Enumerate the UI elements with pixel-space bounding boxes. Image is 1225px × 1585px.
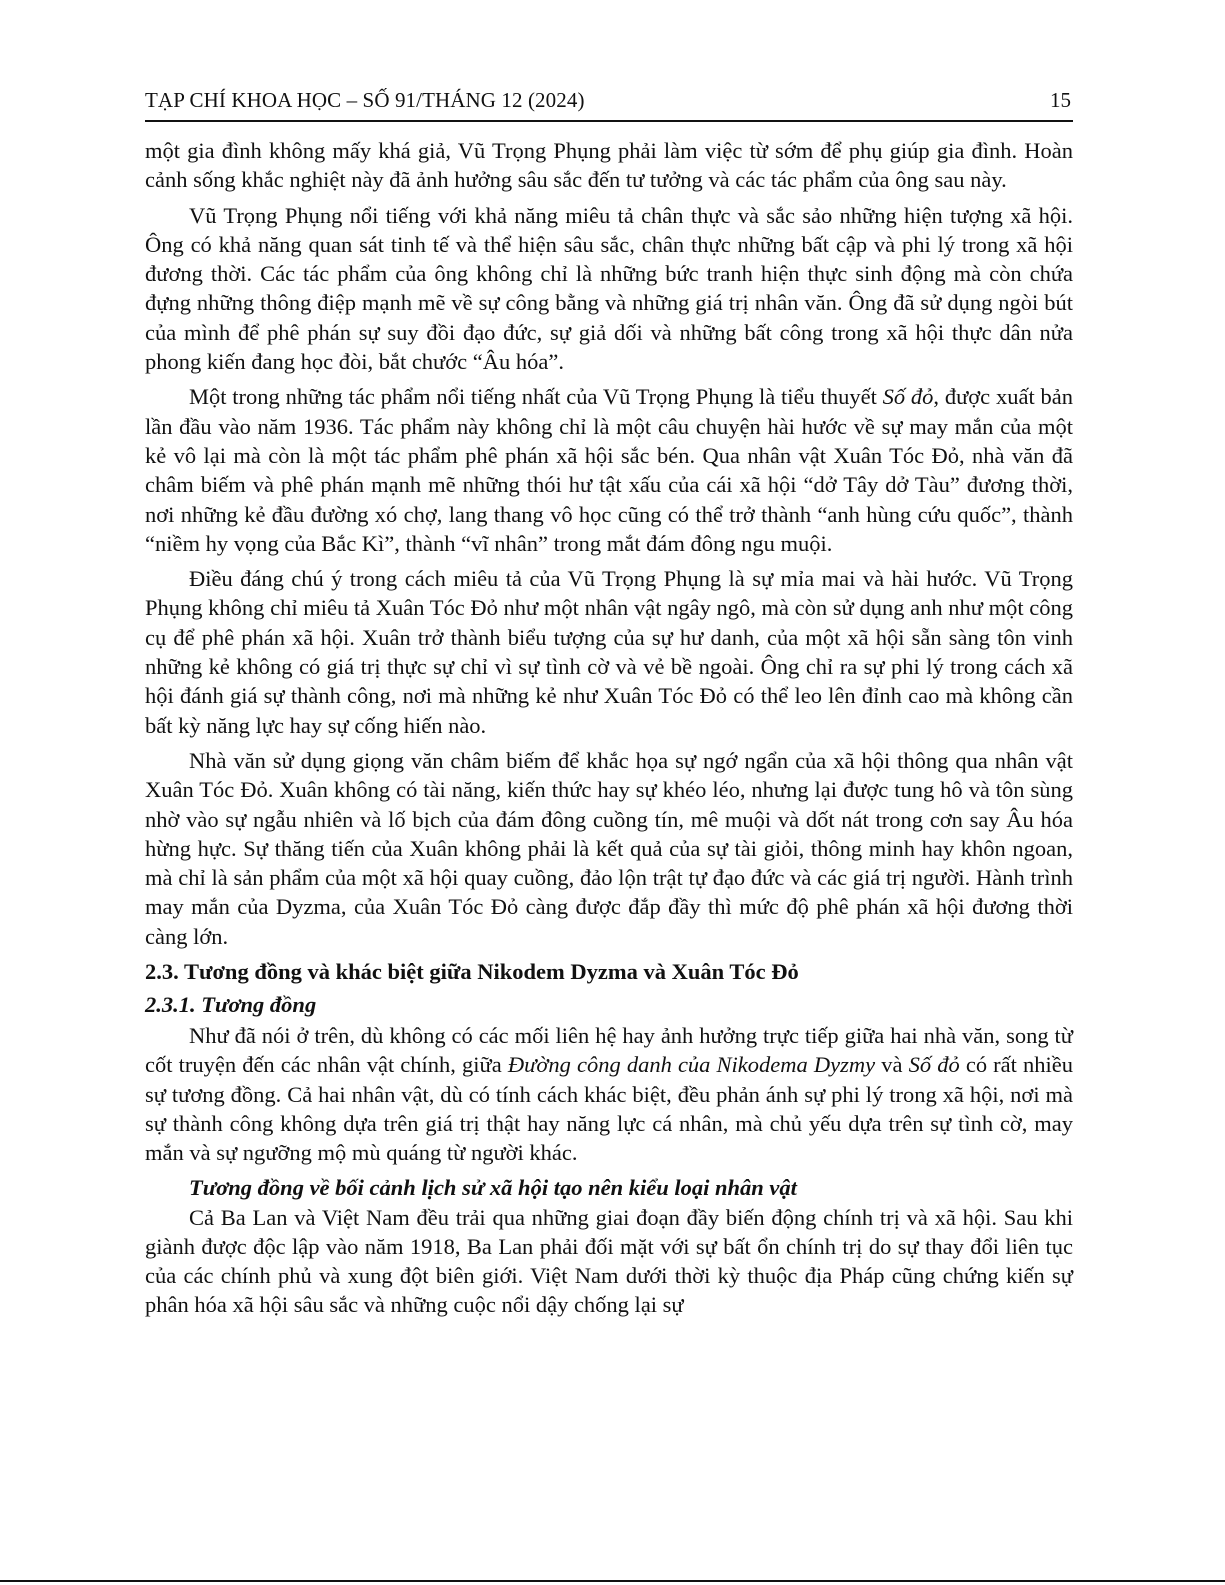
paragraph: Một trong những tác phẩm nổi tiếng nhất của Vũ Trọng Phụng là tiểu thuyết Số đỏ, được xuất bản lần đầu vào năm 1936. Tác phẩm này không chỉ là một câu chuyện hài hước về sự may mắn của một kẻ vô lại mà còn là một tác phẩm phê phán xã hội sắc bén. Qua nhân vật Xuân Tóc Đỏ, nhà văn đã châm biếm và phê phán mạnh mẽ những thói hư tật xấu của cái xã hội “dở Tây dở Tàu” đương thời, nơi những kẻ đầu đường xó chợ, lang thang vô học cũng có thể trở thành “anh hùng cứu quốc”, thành “niềm hy vọng của Bắc Kì”, thành “vĩ nhân” trong mắt đám đông ngu muội.: [145, 384, 1073, 556]
page-number: 15: [1050, 88, 1071, 112]
paragraph: Cả Ba Lan và Việt Nam đều trải qua những giai đoạn đầy biến động chính trị và xã hội. Sau khi giành được độc lập vào năm 1918, Ba Lan phải đối mặt với sự bất ổn chính trị do sự thay đổi liên tục của các chính phủ và xung đột biên giới. Việt Nam dưới thời kỳ thuộc địa Pháp cũng chứng kiến sự phân hóa xã hội sâu sắc và những cuộc nổi dậy chống lại sự: [145, 1204, 1073, 1318]
article-body: [145, 136, 1073, 1320]
bottom-divider: [0, 1580, 1225, 1582]
paragraph: Vũ Trọng Phụng nổi tiếng với khả năng miêu tả chân thực và sắc sảo những hiện tượng xã hội. Ông có khả năng quan sát tinh tế và thể hiện sâu sắc, chân thực những bất cập và phi lý trong xã hội đương thời. Các tác phẩm của ông không chỉ là những bức tranh hiện thực sinh động mà còn chứa đựng những thông điệp mạnh mẽ về sự công bằng và những giá trị nhân văn. Ông đã sử dụng ngòi bút của mình để phê phán sự suy đồi đạo đức, sự giả dối và những bất công trong xã hội thực dân nửa phong kiến đang học đòi, bắt chước “Âu hóa”.: [145, 202, 1073, 375]
topic-heading: Tương đồng về bối cảnh lịch sử xã hội tạo nên kiểu loại nhân vật: [189, 1174, 797, 1200]
running-header: [145, 86, 1073, 122]
work-title: Đường công danh của Nikodema Dyzmy: [507, 1052, 876, 1078]
paragraph: Như đã nói ở trên, dù không có các mối liên hệ hay ảnh hưởng trực tiếp giữa hai nhà văn, song từ cốt truyện đến các nhân vật chính, giữa Đường công danh của Nikodema Dyzmy và Số đỏ có rất nhiều sự tương đồng. Cả hai nhân vật, dù có tính cách khác biệt, đều phản ánh sự phi lý trong xã hội, nơi mà sự thành công không dựa trên giá trị thật hay năng lực cá nhân, mà chủ yếu dựa trên sự tình cờ, may mắn và sự ngưỡng mộ mù quáng từ người khác.: [145, 1023, 1074, 1166]
paragraph: một gia đình không mấy khá giả, Vũ Trọng Phụng phải làm việc từ sớm để phụ giúp gia đình. Hoàn cảnh sống khắc nghiệt này đã ảnh hưởng sâu sắc đến tư tưởng và các tác phẩm của ông sau này.: [145, 138, 1073, 193]
section-heading: 2.3. Tương đồng và khác biệt giữa Nikodem Dyzma và Xuân Tóc Đỏ: [145, 959, 799, 985]
work-title: Số đỏ: [882, 384, 934, 410]
journal-title: TẠP CHÍ KHOA HỌC – SỐ 91/THÁNG 12 (2024): [145, 88, 585, 112]
paragraph: Nhà văn sử dụng giọng văn châm biếm để khắc họa sự ngớ ngẩn của xã hội thông qua nhân vật Xuân Tóc Đỏ. Xuân không có tài năng, kiến thức hay sự khéo léo, nhưng lại được tung hô và tôn sùng nhờ vào sự ngẫu nhiên và lố bịch của đám đông cuồng tín, mê muội và dốt nát trong cơn say Âu hóa hừng hực. Sự thăng tiến của Xuân không phải là kết quả của sự tài giỏi, thông minh hay khôn ngoan, mà chỉ là sản phẩm của một xã hội quay cuồng, đảo lộn trật tự đạo đức và các giá trị người. Hành trình may mắn của Dyzma, của Xuân Tóc Đỏ càng được đắp đầy thì mức độ phê phán xã hội đương thời càng lớn.: [145, 747, 1073, 949]
work-title: Số đỏ: [908, 1052, 960, 1078]
paragraph: Điều đáng chú ý trong cách miêu tả của Vũ Trọng Phụng là sự mỉa mai và hài hước. Vũ Trọng Phụng không chỉ miêu tả Xuân Tóc Đỏ như một nhân vật ngây ngô, mà còn sử dụng anh như một công cụ để phê phán xã hội. Xuân trở thành biểu tượng của sự hư danh, của một xã hội sẵn sàng tôn vinh những kẻ không có giá trị thực sự chỉ vì sự tình cờ và vẻ bề ngoài. Ông chỉ ra sự phi lý trong cách xã hội đánh giá sự thành công, nơi mà những kẻ như Xuân Tóc Đỏ có thể leo lên đỉnh cao mà không cần bất kỳ năng lực hay sự cống hiến nào.: [145, 566, 1073, 738]
subsection-heading: 2.3.1. Tương đồng: [145, 992, 317, 1018]
